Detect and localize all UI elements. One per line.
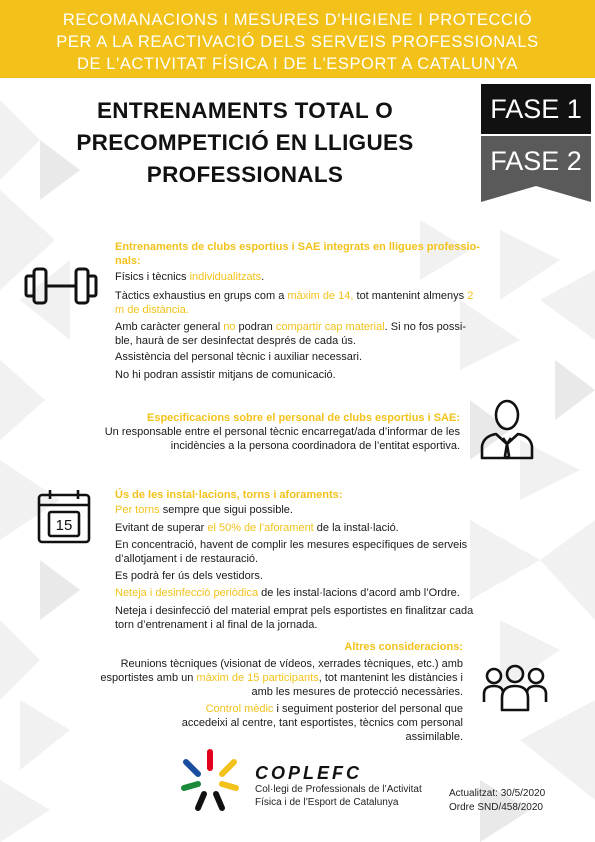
section-1-item-5: No hi podran assistir mitjans de comunicació. bbox=[115, 369, 336, 381]
section-4-item-2-end: assimilable. bbox=[405, 731, 463, 743]
section-3-item-6-cont: torn d’entrenament i al final de la jornada. bbox=[115, 619, 318, 631]
calendar-icon bbox=[36, 487, 92, 545]
header-line-2: PER A LA REACTIVACIÓ DELS SERVEIS PROFESSIONALS bbox=[56, 33, 539, 51]
section-1-item-1: Físics i tècnics individualitzats. bbox=[115, 271, 265, 283]
section-3-item-1: Per torns sempre que sigui possible. bbox=[115, 504, 293, 516]
coplefc-star-logo-icon bbox=[178, 748, 242, 812]
section-1-heading-line-1: Entrenaments de clubs esportius i SAE integrats en lligues professio- bbox=[115, 241, 480, 253]
section-1-heading-line-2: nals: bbox=[115, 255, 141, 267]
header-banner bbox=[0, 0, 595, 78]
org-name-line-1: Col·legi de Professionals de l’Activitat bbox=[255, 784, 422, 795]
section-4-item-1: Reunions tècniques (visionat de vídeos, xerrades tècniques, etc.) amb bbox=[120, 658, 463, 670]
section-2-line-1: Un responsable entre el personal tècnic encarregat/ada d’informar de les bbox=[104, 426, 460, 438]
page-title-line-1: ENTRENAMENTS TOTAL O bbox=[96, 98, 393, 123]
section-4-item-2: Control mèdic i seguiment posterior del personal que bbox=[205, 703, 463, 715]
phase-1-badge bbox=[481, 84, 591, 134]
section-4-item-1-end: amb les mesures de protecció necessàries. bbox=[251, 686, 463, 698]
section-2-heading: Especificacions sobre el personal de clubs esportius i SAE: bbox=[147, 412, 460, 424]
dumbbell-icon bbox=[24, 266, 98, 306]
section-3-heading: Ús de les instal·lacions, torns i aforaments: bbox=[115, 489, 343, 501]
person-in-suit-icon bbox=[478, 398, 536, 460]
brand-wordmark: COPLEFC bbox=[255, 763, 363, 783]
section-1-item-2-cont: m de distància. bbox=[115, 304, 189, 316]
section-1-item-4: Assistència del personal tècnic i auxiliar necessari. bbox=[115, 351, 363, 363]
section-3-item-6: Neteja i desinfecció del material emprat pels esportistes en finalitzar cada bbox=[115, 605, 474, 617]
calendar-day-number: 15 bbox=[55, 517, 73, 534]
updated-date: Actualitzat: 30/5/2020 bbox=[449, 788, 546, 799]
section-3-item-5: Neteja i desinfecció periòdica de les instal·lacions d’acord amb l’Ordre. bbox=[115, 587, 460, 599]
order-reference: Ordre SND/458/2020 bbox=[449, 802, 543, 813]
section-1-item-2: Tàctics exhaustius en grups com a màxim de 14, tot mantenint almenys 2 bbox=[115, 290, 474, 302]
page-title-line-3: PROFESSIONALS bbox=[146, 162, 344, 187]
group-of-people-icon bbox=[482, 664, 548, 712]
section-4-item-1-cont: esportistes amb un màxim de 15 participants, tot mantenint les distàncies i bbox=[100, 672, 463, 684]
section-1-item-3: Amb caràcter general no podran compartir cap material. Si no fos possi- bbox=[115, 321, 466, 333]
section-2-line-2: incidències a la persona coordinadora de l’entitat esportiva. bbox=[170, 440, 460, 452]
section-1-item-3-cont: ble, haurà de ser desinfectat després de cada ús. bbox=[115, 335, 356, 347]
section-4-heading: Altres consideracions: bbox=[344, 641, 463, 653]
section-3-item-3-cont: d’allotjament i de restauració. bbox=[115, 553, 259, 565]
section-4-item-2-cont: accedeixi al centre, tant esportistes, tècnics com personal bbox=[181, 717, 463, 729]
page-title-line-2: PRECOMPETICIÓ EN LLIGUES bbox=[76, 130, 414, 155]
header-line-3: DE L'ACTIVITAT FÍSICA I DE L'ESPORT A CATALUNYA bbox=[76, 55, 518, 73]
phase-1-label: FASE 1 bbox=[490, 94, 582, 124]
header-line-1: RECOMANACIONS I MESURES D'HIGIENE I PROTECCIÓ bbox=[62, 11, 533, 29]
phase-2-label: FASE 2 bbox=[490, 146, 582, 176]
section-3-item-3: En concentració, havent de complir les mesures específiques de serveis bbox=[115, 539, 468, 551]
org-name-line-2: Física i de l’Esport de Catalunya bbox=[255, 797, 399, 808]
section-3-item-2: Evitant de superar el 50% de l’aforament de la instal·lació. bbox=[115, 522, 399, 534]
section-3-item-4: Es podrà fer ús dels vestidors. bbox=[115, 570, 263, 582]
phase-2-badge bbox=[481, 136, 591, 202]
